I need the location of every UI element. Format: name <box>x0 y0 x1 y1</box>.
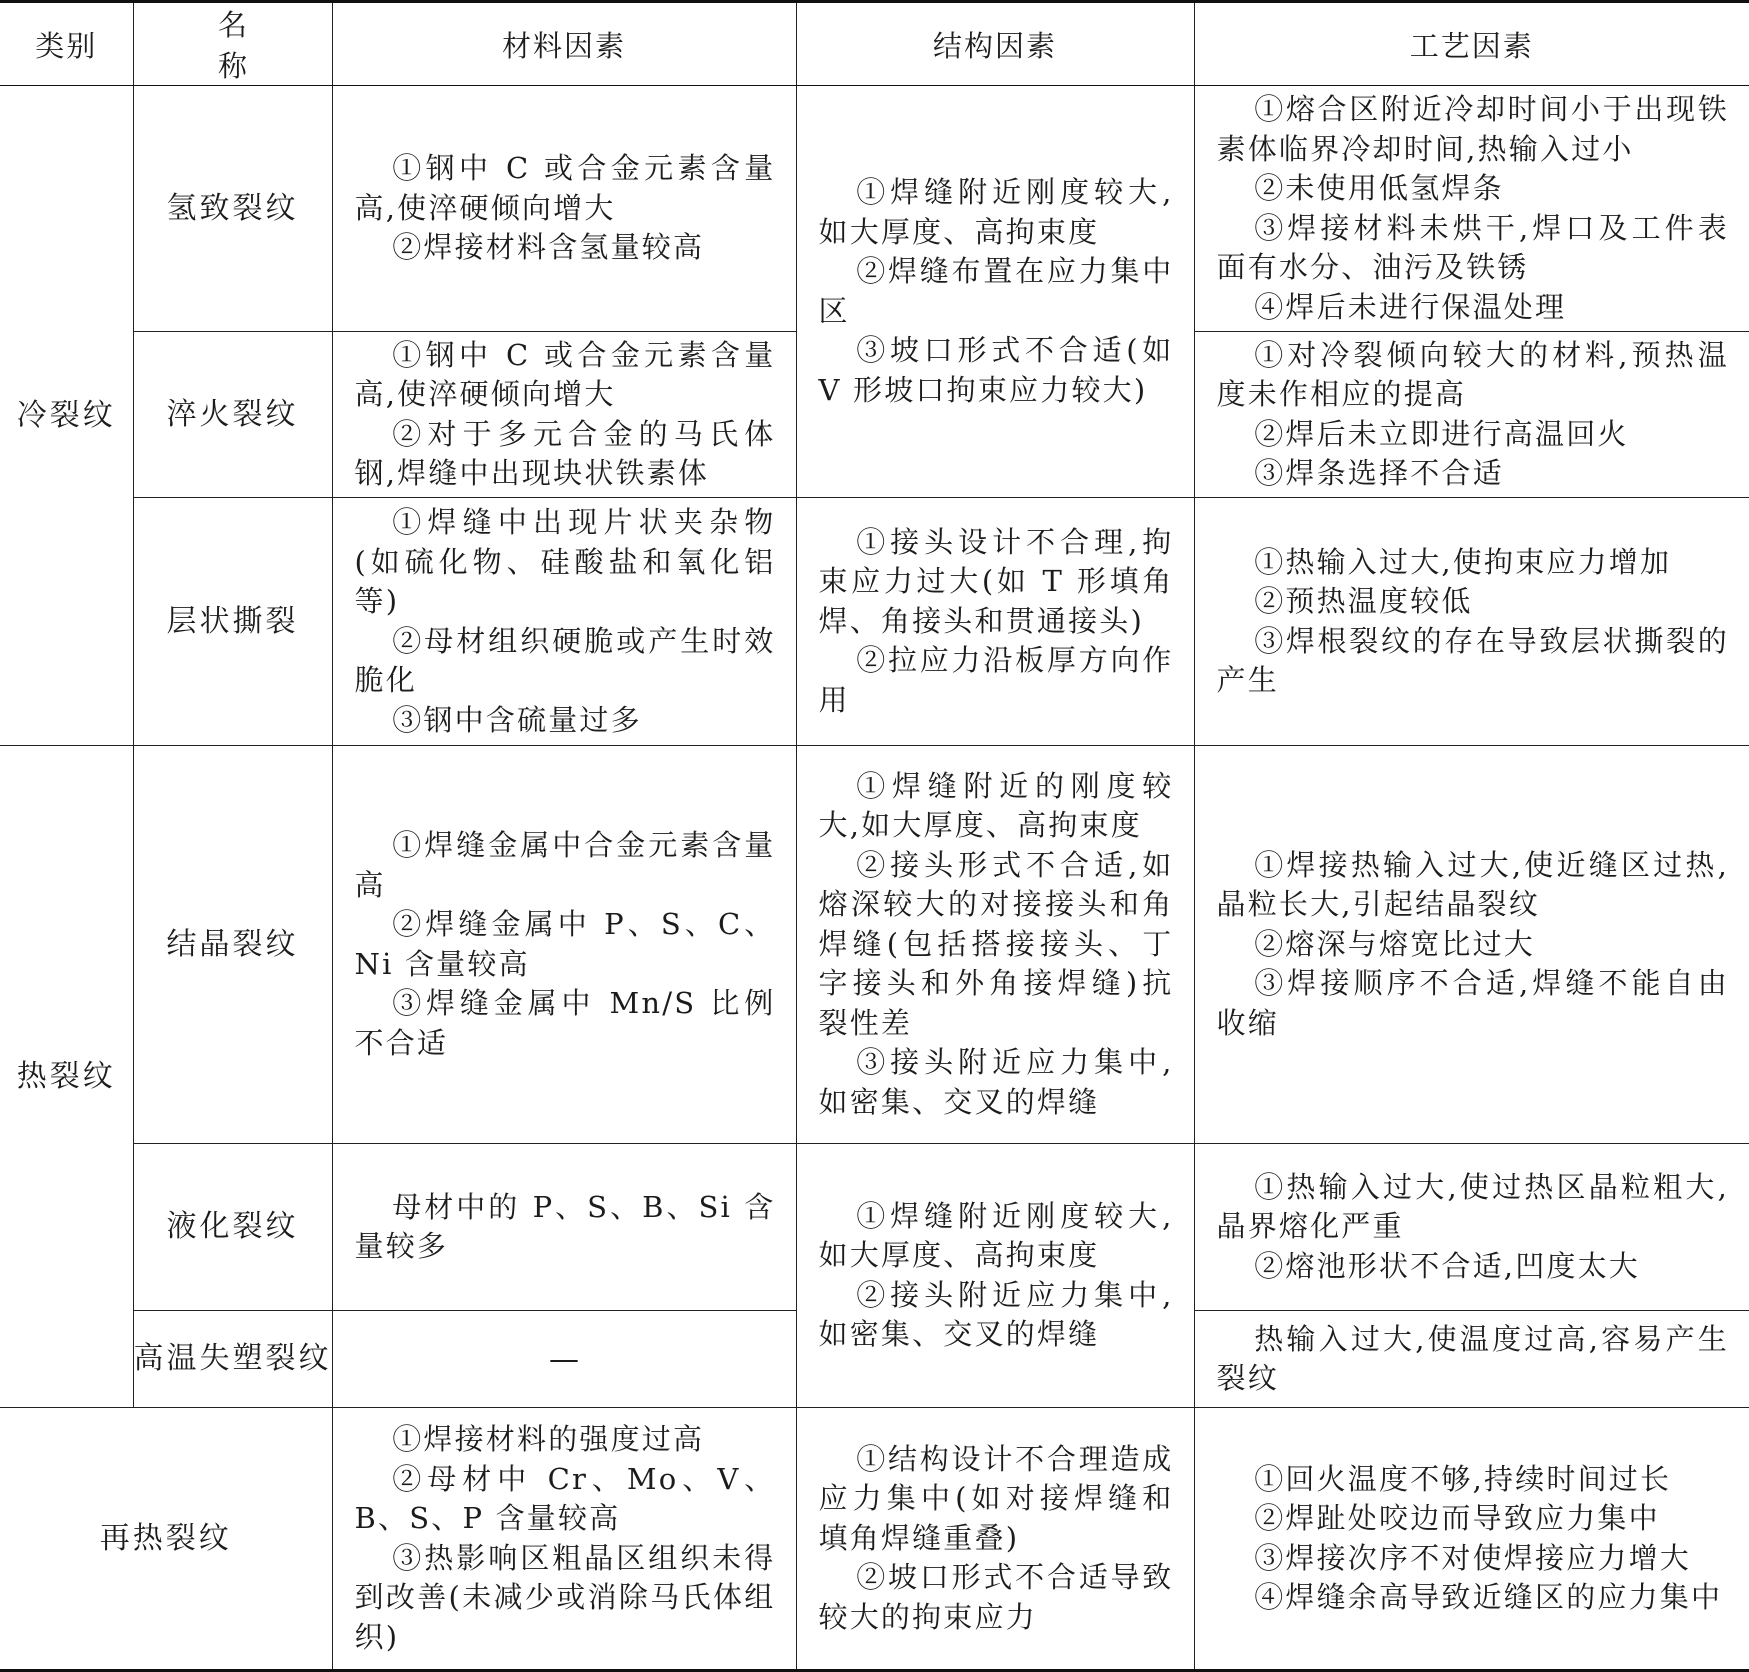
list-item: ②焊接材料含氢量较高 <box>392 230 705 265</box>
list-item: ④焊缝余高导致近缝区的应力集中 <box>1254 1580 1723 1614</box>
list-item: ①热输入过大,使拘束应力增加 <box>1254 544 1672 579</box>
header-structure: 结构因素 <box>796 2 1194 86</box>
list-item: ②接头附近应力集中,如密集、交叉的焊缝 <box>818 1277 1174 1351</box>
material-hydrogen <box>332 86 796 332</box>
material-ductility: — <box>332 1311 796 1408</box>
list-item: ②焊缝布置在应力集中区 <box>818 254 1174 328</box>
process-quench <box>1194 332 1749 498</box>
material-lamellar <box>332 498 796 746</box>
list-item: ②接头形式不合适,如熔深较大的对接接头和角焊缝(包括搭接接头、丁字接头和外角接焊缝)抗裂性差 <box>818 847 1174 1040</box>
list-item: ①钢中 C 或合金元素含量高,使淬硬倾向增大 <box>354 337 776 411</box>
list-item: 热输入过大,使温度过高,容易产生裂纹 <box>1216 1321 1729 1395</box>
structure-lamellar <box>796 498 1194 746</box>
category-hot: 热裂纹 <box>0 746 133 1408</box>
list-item: ③焊缝金属中 Mn/S 比例不合适 <box>354 986 776 1060</box>
table-row <box>0 1408 1749 1671</box>
list-item: ③焊条选择不合适 <box>1254 456 1504 490</box>
material-quench <box>332 332 796 498</box>
header-material: 材料因素 <box>332 2 796 86</box>
process-lamellar <box>1194 498 1749 746</box>
header-name: 名称 <box>133 2 332 86</box>
process-crystal <box>1194 746 1749 1144</box>
list-item: ①焊接材料的强度过高 <box>392 1422 705 1456</box>
list-item: 母材中的 P、S、B、Si 含量较多 <box>354 1189 776 1263</box>
list-item: ①熔合区附近冷却时间小于出现铁素体临界冷却时间,热输入过小 <box>1216 92 1729 166</box>
list-item: ②熔池形状不合适,凹度太大 <box>1254 1248 1641 1283</box>
list-item: ③接头附近应力集中,如密集、交叉的焊缝 <box>818 1045 1174 1119</box>
crack-name-quench: 淬火裂纹 <box>133 332 332 498</box>
crack-name-ductility: 高温失塑裂纹 <box>133 1311 332 1408</box>
list-item: ①接头设计不合理,拘束应力过大(如 T 形填角焊、角接头和贯通接头) <box>818 524 1174 638</box>
list-item: ①对冷裂倾向较大的材料,预热温度未作相应的提高 <box>1216 337 1729 411</box>
list-item: ①焊缝金属中合金元素含量高 <box>354 828 776 902</box>
list-item: ①焊接热输入过大,使近缝区过热,晶粒长大,引起结晶裂纹 <box>1216 847 1729 922</box>
header-row <box>0 2 1749 86</box>
list-item: ②母材组织硬脆或产生时效脆化 <box>354 623 776 697</box>
list-item: ①焊缝中出现片状夹杂物(如硫化物、硅酸盐和氧化铝等) <box>354 505 776 618</box>
list-item: ②焊趾处咬边而导致应力集中 <box>1254 1501 1660 1535</box>
crack-name-liquation: 液化裂纹 <box>133 1144 332 1311</box>
crack-name-lamellar: 层状撕裂 <box>133 498 332 746</box>
list-item: ①焊缝附近刚度较大,如大厚度、高拘束度 <box>818 1198 1174 1272</box>
list-item: ②未使用低氢焊条 <box>1254 171 1504 205</box>
list-item: ②焊缝金属中 P、S、C、Ni 含量较高 <box>354 907 776 981</box>
structure-crystal <box>796 746 1194 1144</box>
material-reheat <box>332 1408 796 1671</box>
table-row <box>0 1144 1749 1311</box>
structure-hot <box>796 1144 1194 1408</box>
list-item: ①结构设计不合理造成应力集中(如对接焊缝和填角焊缝重叠) <box>818 1441 1174 1555</box>
list-item: ②坡口形式不合适导致较大的拘束应力 <box>818 1560 1174 1634</box>
header-category: 类别 <box>0 2 133 86</box>
list-item: ③钢中含硫量过多 <box>392 702 642 737</box>
table-row <box>0 498 1749 746</box>
process-hydrogen <box>1194 86 1749 332</box>
list-item: ①回火温度不够,持续时间过长 <box>1254 1461 1672 1496</box>
crack-name-hydrogen: 氢致裂纹 <box>133 86 332 332</box>
list-item: ①焊缝附近的刚度较大,如大厚度、高拘束度 <box>818 768 1174 843</box>
crack-name-crystal: 结晶裂纹 <box>133 746 332 1144</box>
list-item: ③焊接材料未烘干,焊口及工件表面有水分、油污及铁锈 <box>1216 210 1729 284</box>
process-reheat <box>1194 1408 1749 1671</box>
material-crystal <box>332 746 796 1144</box>
material-liquation <box>332 1144 796 1311</box>
process-ductility <box>1194 1311 1749 1408</box>
structure-cold <box>796 86 1194 498</box>
list-item: ④焊后未进行保温处理 <box>1254 289 1567 324</box>
list-item: ③坡口形式不合适(如 V 形坡口拘束应力较大) <box>818 333 1174 407</box>
list-item: ③焊根裂纹的存在导致层状撕裂的产生 <box>1216 623 1729 697</box>
list-item: ②拉应力沿板厚方向作用 <box>818 643 1174 717</box>
category-cold: 冷裂纹 <box>0 86 133 746</box>
list-item: ②母材中 Cr、Mo、V、B、S、P 含量较高 <box>354 1461 776 1535</box>
category-reheat: 再热裂纹 <box>0 1408 332 1671</box>
structure-reheat <box>796 1408 1194 1671</box>
header-process: 工艺因素 <box>1194 2 1749 86</box>
list-item: ③焊接顺序不合适,焊缝不能自由收缩 <box>1216 966 1729 1040</box>
list-item: ③焊接次序不对使焊接应力增大 <box>1254 1540 1691 1575</box>
list-item: ①热输入过大,使过热区晶粒粗大,晶界熔化严重 <box>1216 1169 1729 1244</box>
list-item: ②熔深与熔宽比过大 <box>1254 926 1535 961</box>
list-item: ②对于多元合金的马氏体钢,焊缝中出现块状铁素体 <box>354 416 776 490</box>
table-row <box>0 746 1749 1144</box>
list-item: ③热影响区粗晶区组织未得到改善(未减少或消除马氏体组织) <box>354 1540 776 1654</box>
process-liquation <box>1194 1144 1749 1311</box>
list-item: ①焊缝附近刚度较大,如大厚度、高拘束度 <box>818 175 1174 249</box>
table-row <box>0 86 1749 332</box>
list-item: ②焊后未立即进行高温回火 <box>1254 416 1629 451</box>
list-item: ②预热温度较低 <box>1254 584 1473 618</box>
list-item: ①钢中 C 或合金元素含量高,使淬硬倾向增大 <box>354 151 776 225</box>
